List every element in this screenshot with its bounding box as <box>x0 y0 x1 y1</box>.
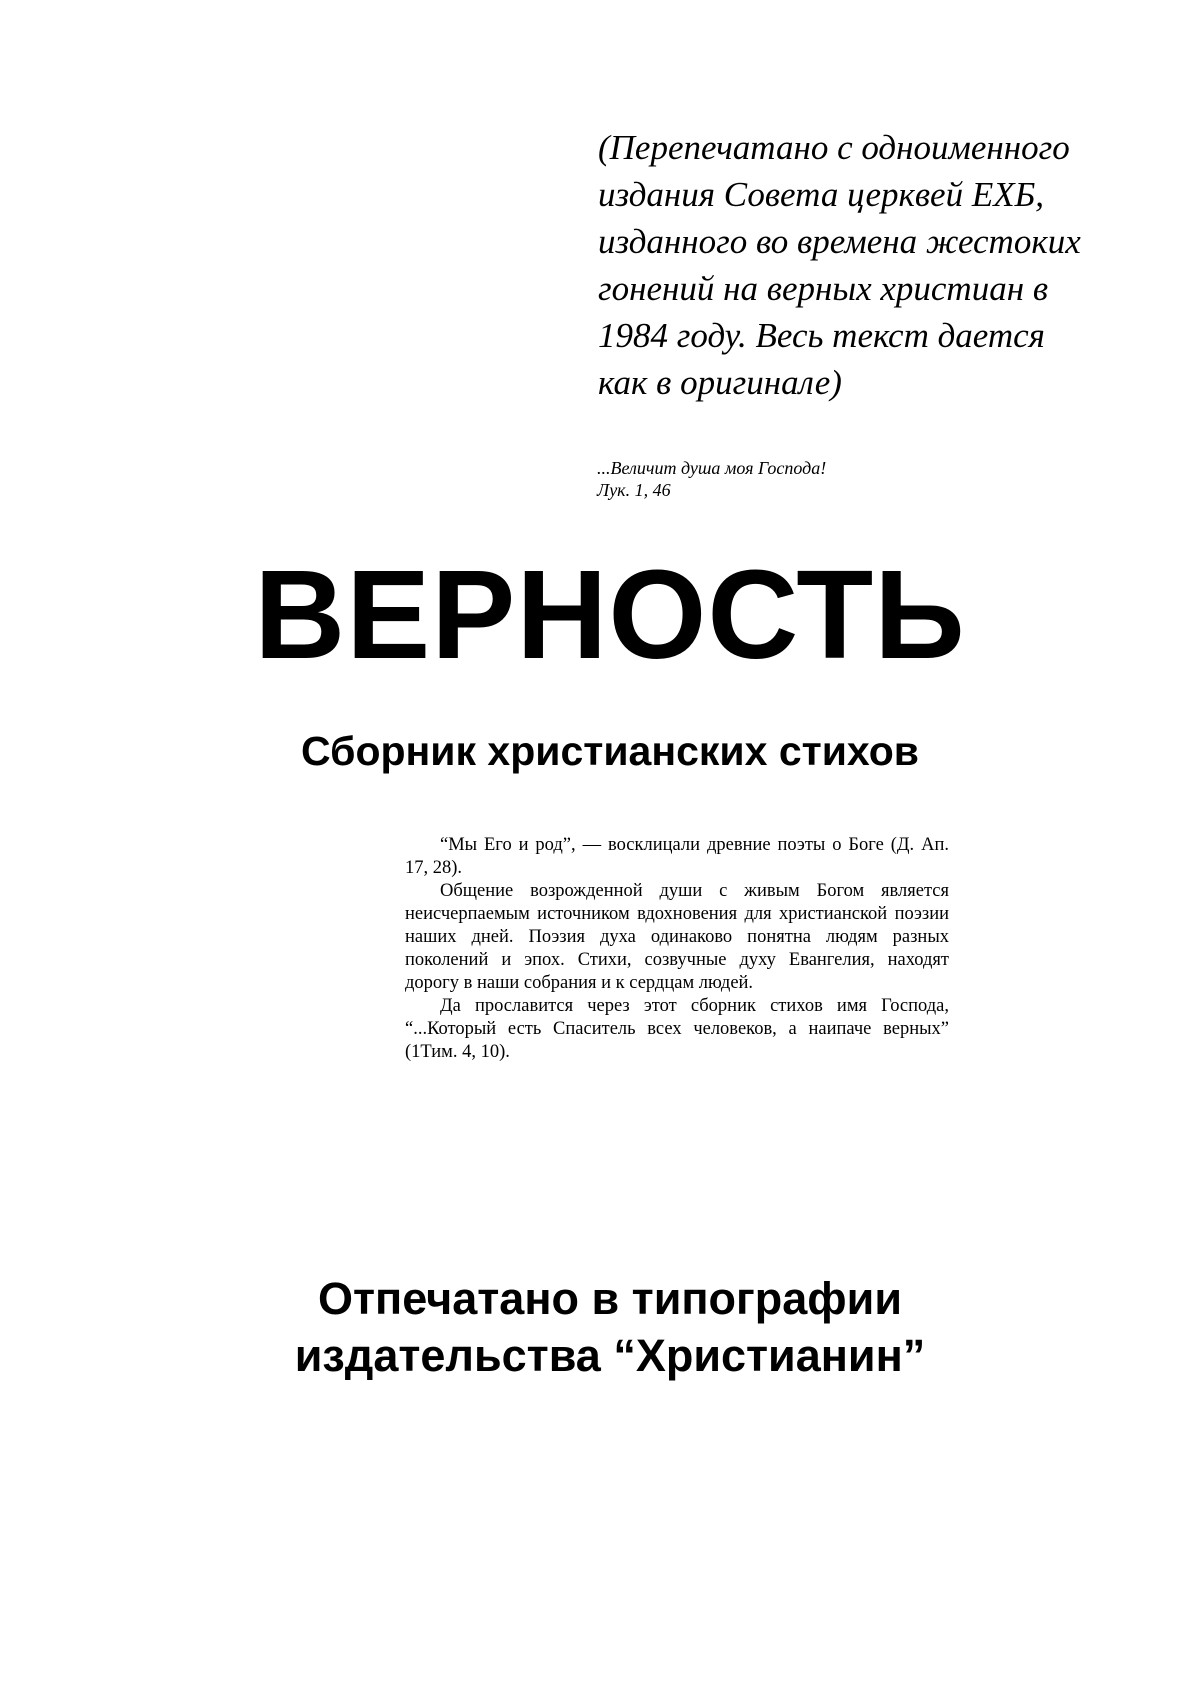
reprint-note-line: 1984 году. Весь текст дается <box>598 316 1045 355</box>
book-title: ВЕРНОСТЬ <box>254 544 966 685</box>
preface <box>405 834 949 1064</box>
reprint-note-line: гонений на верных христиан в <box>598 269 1049 308</box>
reprint-note-line: как в оригинале) <box>598 363 842 402</box>
imprint-line: издательства “Христианин” <box>294 1330 926 1381</box>
imprint-line: Отпечатано в типографии <box>317 1273 902 1324</box>
preface-paragraph: Общение возрожденной души с живым Богом является неисчерпаемым источником вдохновения для христианской поэзии наших дней. Поэзия духа одинаково понятна людям разных поколений и эпох. Стихи, созвучные духу Евангелия, находят дорогу в наши собрания и к сердцам людей. <box>405 881 949 993</box>
printer-imprint <box>0 1270 1190 1384</box>
epigraph-quote: ...Величит душа моя Господа! <box>597 458 827 478</box>
reprint-note <box>598 124 1158 406</box>
reprint-note-line: издания Совета церквей ЕХБ, <box>598 175 1044 214</box>
preface-paragraph: “Мы Его и род”, — восклицали древние поэты о Боге (Д. Ап. 17, 28). <box>405 835 949 878</box>
epigraph <box>597 457 826 501</box>
preface-paragraph: Да прославится через этот сборник стихов имя Господа, “...Который есть Спаситель всех человеков, а наипаче верных” (1Тим. 4, 10). <box>405 996 949 1062</box>
epigraph-reference: Лук. 1, 46 <box>597 480 671 500</box>
book-subtitle: Сборник христианских стихов <box>301 728 919 774</box>
reprint-note-line: изданного во времена жестоких <box>598 222 1081 261</box>
reprint-note-line: (Перепечатано с одноименного <box>598 128 1070 167</box>
